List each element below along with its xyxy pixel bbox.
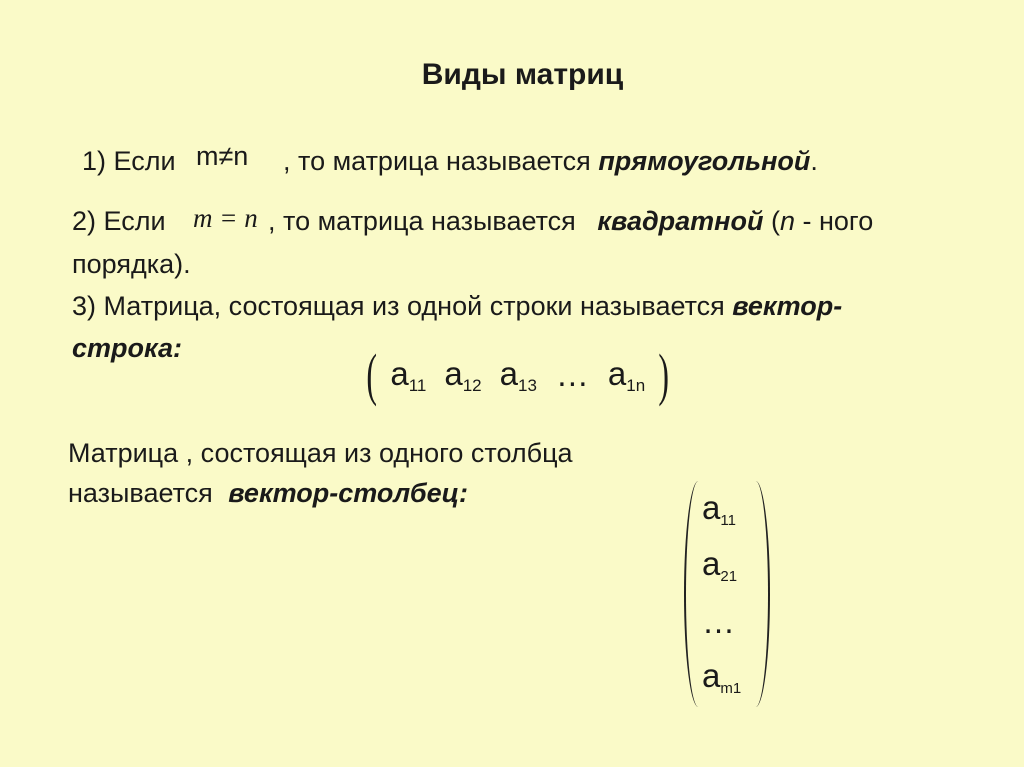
item-1-middle: , то матрица называется bbox=[283, 146, 591, 176]
column-element-last: $a_{m1}$ bbox=[702, 657, 742, 697]
column-ellipsis: … bbox=[702, 603, 735, 640]
item-2-line bbox=[268, 206, 873, 237]
row-element: $a_{12}$ bbox=[444, 354, 482, 395]
row-element: $a_{13}$ bbox=[499, 354, 537, 395]
item-2-n: n bbox=[779, 206, 796, 236]
item-4-line1: Матрица , состоящая из одного столбца bbox=[68, 438, 573, 468]
column-element: $a_{21}$ bbox=[702, 545, 738, 585]
row-element-last: $a_{1n}$ bbox=[607, 354, 646, 395]
left-paren: ( bbox=[366, 342, 377, 407]
item-1-suffix: . bbox=[810, 146, 818, 176]
item-2-middle: , то матрица называется bbox=[268, 206, 576, 236]
left-bracket bbox=[684, 481, 700, 707]
item-3-term-2: строка: bbox=[72, 333, 183, 363]
item-4-line2 bbox=[68, 478, 468, 509]
item-4-term: вектор-столбец: bbox=[228, 478, 469, 508]
column-vector bbox=[684, 481, 770, 711]
right-paren: ) bbox=[658, 342, 670, 407]
item-2-term: квадратной bbox=[597, 206, 764, 236]
item-3-term-1: вектор- bbox=[732, 291, 843, 321]
item-4-prefix: называется bbox=[68, 478, 213, 508]
column-element: $a_{11}$ bbox=[702, 489, 736, 529]
item-1-prefix: 1) Если bbox=[82, 146, 176, 176]
item-2-prefix: 2) Если bbox=[72, 206, 166, 236]
row-element: $a_{11}$ bbox=[390, 354, 427, 395]
row-vector bbox=[362, 340, 674, 410]
item-1-formula: m≠n bbox=[196, 141, 249, 171]
row-ellipsis: … bbox=[555, 356, 589, 393]
item-2-open: ( bbox=[770, 206, 780, 236]
item-3-text: 3) Матрица, состоящая из одной строки называется bbox=[72, 291, 725, 321]
item-2-rest: - ного bbox=[795, 206, 874, 236]
item-2-line2: порядка). bbox=[72, 249, 191, 279]
right-bracket bbox=[754, 481, 770, 707]
item-1-term: прямоугольной bbox=[598, 146, 811, 176]
item-3-line bbox=[72, 291, 842, 322]
item-1-line bbox=[283, 146, 818, 177]
item-2-formula: m = n bbox=[193, 203, 258, 233]
slide-title: Виды матриц bbox=[421, 58, 624, 91]
